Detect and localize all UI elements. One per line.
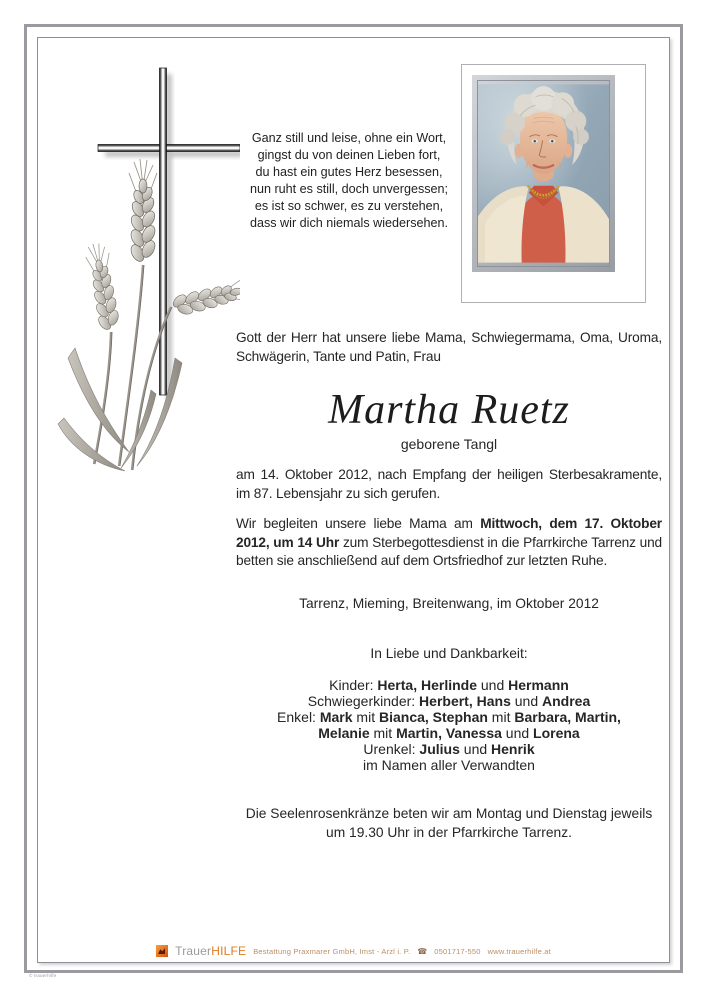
rosary-notice: Die Seelenrosenkränze beten wir am Montag und Dienstag jeweils um 19.30 Uhr in der Pfarrkirche Tarrenz. <box>245 806 653 840</box>
footer-website: www.trauerhilfe.at <box>487 946 551 956</box>
phone-icon: ☎ <box>417 946 428 956</box>
portrait-frame <box>461 64 646 303</box>
trauerhilfe-logo-icon <box>156 945 168 957</box>
portrait-silver-frame <box>472 75 615 272</box>
memorial-artwork <box>55 60 240 480</box>
footer-phone: 0501717-550 <box>434 946 481 956</box>
wheat-icon <box>58 159 240 471</box>
footer <box>37 941 670 961</box>
maiden-name: geborene Tangl <box>400 436 498 452</box>
footer-company-info: Bestattung Praxmarer GmbH, Imst - Arzl i. P. <box>253 946 411 956</box>
closing-line: In Liebe und Dankbarkeit: <box>370 646 528 661</box>
death-notice: am 14. Oktober 2012, nach Empfang der heiligen Sterbesakramente, im 87. Lebensjahr zu sich gerufen. <box>236 467 662 501</box>
funeral-notice: Wir begleiten unsere liebe Mama am Mittwoch, dem 17. Oktober 2012, um 14 Uhr zum Sterbegottesdienst in die Pfarrkirche Tarrenz und betten sie anschließend auf dem Ortsfriedhof zur letzten Ruhe. <box>236 516 662 569</box>
portrait-photo <box>478 81 609 266</box>
intro-paragraph: Gott der Herr hat unsere liebe Mama, Schwiegermama, Oma, Uroma, Schwägerin, Tante und Patin, Frau <box>236 330 662 364</box>
copyright-note: © trauerhilfe <box>29 974 57 979</box>
places-date-line: Tarrenz, Mieming, Breitenwang, im Oktober 2012 <box>299 596 599 611</box>
deceased-name: Martha Ruetz <box>328 387 570 433</box>
poem: Ganz still und leise, ohne ein Wort, gingst du von deinen Lieben fort, du hast ein gutes Herz besessen, nun ruht es still, doch unvergessen; es ist so schwer, es zu verstehen, dass wir dich niemals wiedersehen. <box>249 131 449 230</box>
family-list: Kinder: Herta, Herlinde und Hermann Schwiegerkinder: Herbert, Hans und Andrea Enkel: Mark mit Bianca, Stephan mit Barbara, Martin, Melanie mit Martin, Vanessa und Lorena Urenkel: Julius und Henrik im Namen aller Verwandten <box>277 677 621 773</box>
brand-name: TrauerHILFE <box>175 944 247 958</box>
cross-icon <box>98 68 240 398</box>
